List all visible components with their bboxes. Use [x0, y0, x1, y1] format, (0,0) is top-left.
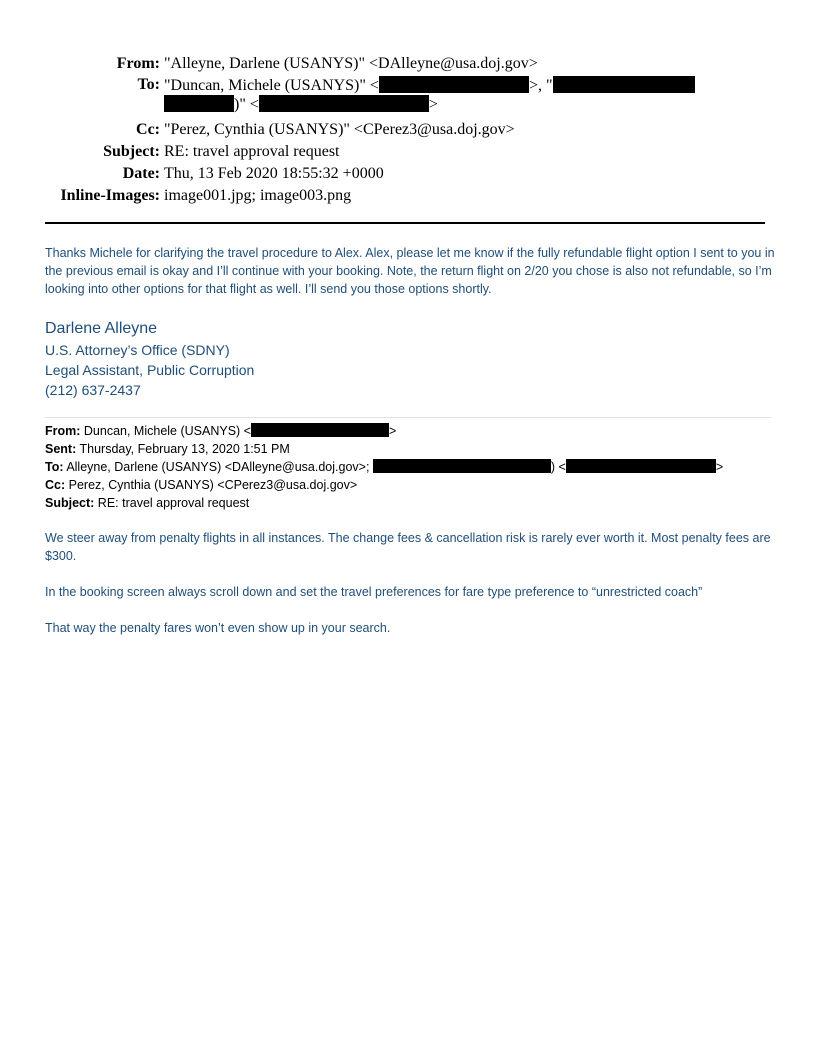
redaction-box	[553, 76, 695, 93]
header-date-row	[0, 164, 816, 186]
cc-value: "Perez, Cynthia (USANYS)" <CPerez3@usa.doj.gov>	[164, 121, 515, 138]
quoted-to-row	[45, 458, 775, 476]
cc-label: Cc:	[136, 121, 160, 138]
header-subject-row	[0, 142, 816, 164]
quoted-to-end: >	[715, 460, 724, 474]
redaction-box	[379, 76, 529, 93]
redaction-box	[259, 95, 429, 112]
quoted-to-mid: ) <	[550, 460, 566, 474]
message-paragraph-3: That way the penalty fares won’t even show up in your search.	[45, 621, 391, 635]
subject-value: RE: travel approval request	[164, 143, 340, 160]
to-value-line2-a: )" <	[234, 96, 259, 113]
quoted-from-end: >	[388, 424, 397, 438]
message-paragraph-1: We steer away from penalty flights in all instances. The change fees & cancellation risk is rarely ever worth it. Most penalty fees are $300.	[45, 531, 771, 563]
quoted-to-label: To:	[45, 460, 64, 474]
quoted-subject-value: RE: travel approval request	[97, 496, 250, 510]
quoted-header	[45, 422, 775, 512]
quoted-cc-label: Cc:	[45, 478, 66, 492]
quoted-to-value: Alleyne, Darlene (USANYS) <DAlleyne@usa.doj.gov>;	[66, 460, 370, 474]
to-line-1	[164, 76, 695, 95]
header-cc-row	[0, 120, 816, 142]
date-label: Date:	[122, 165, 160, 182]
signature-block	[45, 318, 254, 400]
quoted-divider	[45, 417, 771, 418]
signature-name: Darlene Alleyne	[45, 320, 158, 337]
to-value-start: "Duncan, Michele (USANYS)" <	[164, 77, 379, 94]
quoted-sent-row	[45, 440, 775, 458]
header-divider	[45, 222, 765, 224]
quoted-from-row	[45, 422, 775, 440]
quoted-from-label: From:	[45, 424, 81, 438]
reply-paragraph: Thanks Michele for clarifying the travel procedure to Alex. Alex, please let me know if the fully refundable flight option I sent to you in the previous email is okay and I’ll continue with your booking. Note, the return flight on 2/20 you chose is also not refundable, so I’m looking into other options for that flight as well. I’ll send you those options shortly.	[45, 246, 775, 296]
date-value: Thu, 13 Feb 2020 18:55:32 +0000	[164, 165, 384, 182]
quoted-cc-row	[45, 476, 775, 494]
to-value-mid: >, "	[528, 77, 553, 94]
to-label: To:	[137, 76, 160, 93]
subject-label: Subject:	[103, 143, 160, 160]
quoted-sent-value: Thursday, February 13, 2020 1:51 PM	[79, 442, 290, 456]
signature-phone: (212) 637-2437	[45, 382, 141, 398]
header-from-row	[0, 54, 816, 76]
to-line-2	[164, 95, 438, 114]
quoted-sent-label: Sent:	[45, 442, 77, 456]
header-images-row	[0, 186, 816, 208]
email-header	[0, 54, 816, 208]
quoted-subject-label: Subject:	[45, 496, 95, 510]
redaction-box	[566, 459, 716, 473]
inline-images-value: image001.jpg; image003.png	[164, 187, 352, 204]
quoted-cc-value: Perez, Cynthia (USANYS) <CPerez3@usa.doj.gov>	[68, 478, 358, 492]
inline-images-label: Inline-Images:	[60, 187, 160, 204]
quoted-from-value: Duncan, Michele (USANYS) <	[83, 424, 251, 438]
message-paragraph-2: In the booking screen always scroll down and set the travel preferences for fare type preference to “unrestricted coach”	[45, 585, 703, 599]
quoted-message	[45, 529, 775, 655]
signature-title: Legal Assistant, Public Corruption	[45, 362, 255, 378]
quoted-subject-row	[45, 494, 775, 512]
signature-office: U.S. Attorney’s Office (SDNY)	[45, 342, 230, 358]
to-value-line2-b: >	[428, 96, 438, 113]
from-label: From:	[116, 55, 160, 72]
redaction-box	[164, 95, 234, 112]
reply-body	[45, 244, 775, 298]
redaction-box	[373, 459, 551, 473]
from-value: "Alleyne, Darlene (USANYS)" <DAlleyne@usa.doj.gov>	[164, 55, 538, 72]
header-to-row	[0, 76, 816, 120]
redaction-box	[251, 423, 389, 437]
